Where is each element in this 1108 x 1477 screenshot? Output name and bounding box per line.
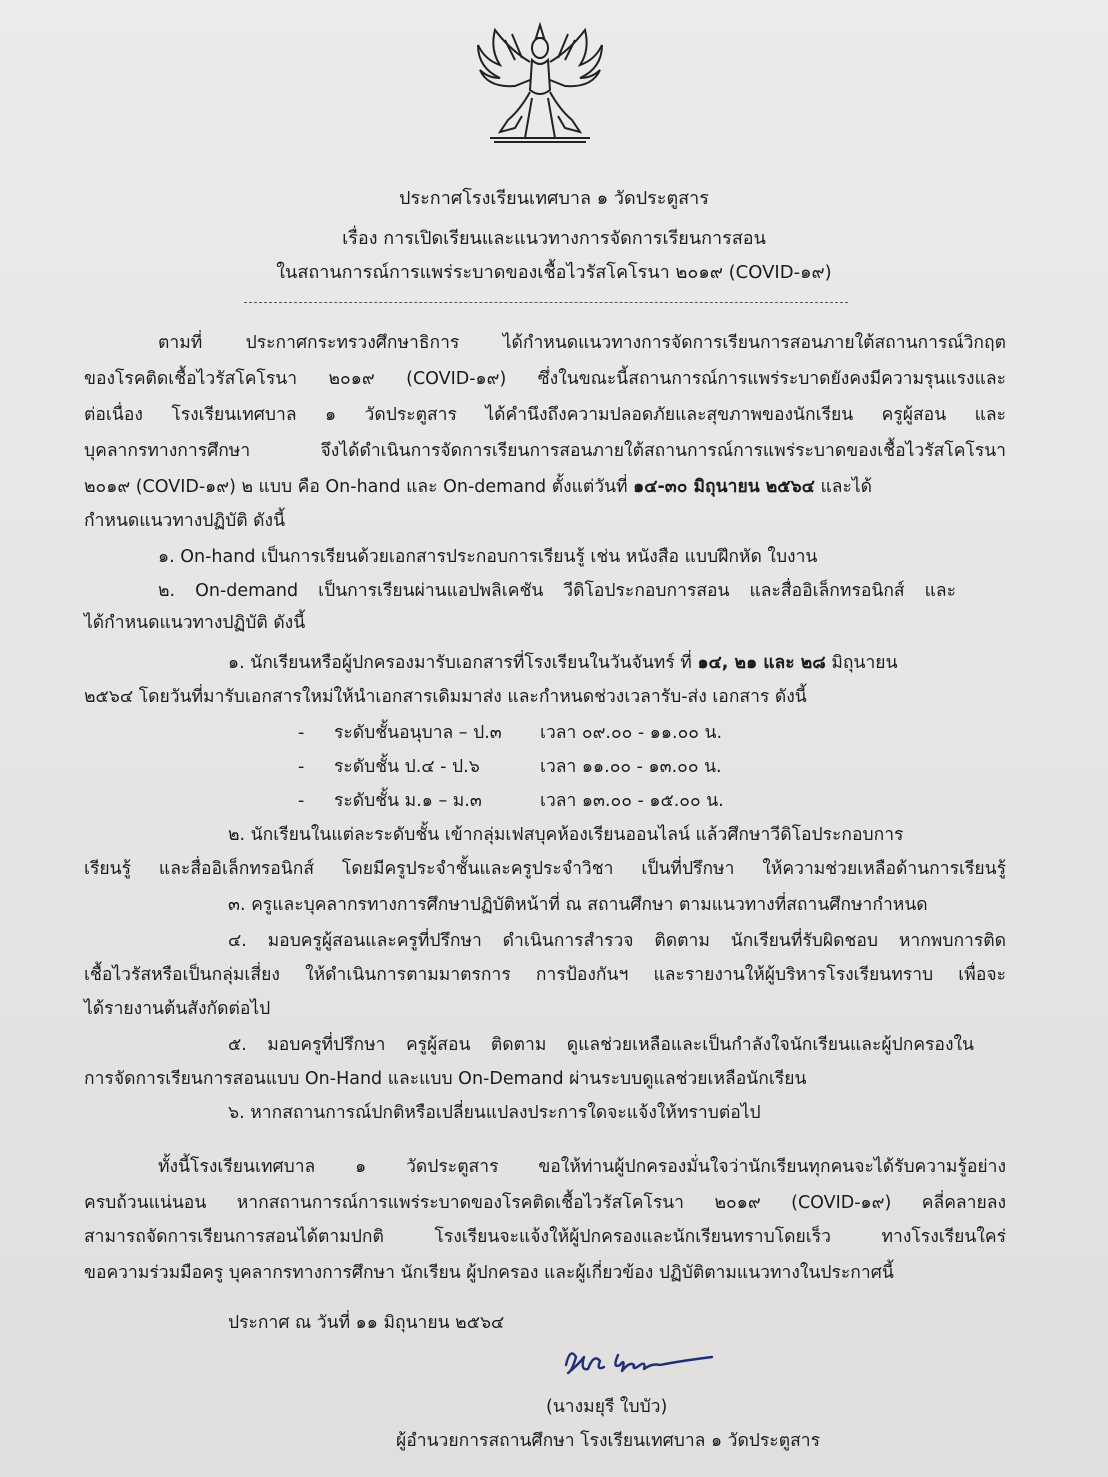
closing-line: ขอความร่วมมือครู บุคลากรทางการศึกษา นักเรียน ผู้ปกครอง และผู้เกี่ยวข้อง ปฏิบัติตามแนวทางในประกาศนี้ (84, 1263, 894, 1283)
guideline-6: ๖. หากสถานการณ์ปกติหรือเปลี่ยนแปลงประการใดจะแจ้งให้ทราบต่อไป (228, 1103, 761, 1123)
guideline-1-cont: ๒๕๖๔ โดยวันที่มารับเอกสารใหม่ให้นำเอกสารเดิมมาส่ง และกำหนดช่วงเวลารับ-ส่ง เอกสาร ดังนี้ (84, 687, 807, 707)
signatory-name: (นางมยุรี ใบบัว) (546, 1397, 668, 1417)
guideline-text: ๑. นักเรียนหรือผู้ปกครองมารับเอกสารที่โรงเรียนในวันจันทร์ ที่ (228, 653, 692, 673)
schedule-time: เวลา ๑๑.๐๐ - ๑๓.๐๐ น. (540, 757, 722, 777)
guideline-5-cont: การจัดการเรียนการสอนแบบ On-Hand และแบบ On-Demand ผ่านระบบดูแลช่วยเหลือนักเรียน (84, 1069, 807, 1089)
intro-line: ของโรคติดเชื้อไวรัสโคโรนา ๒๐๑๙ (COVID-๑๙) ซึ่งในขณะนี้สถานการณ์การแพร่ระบาดยังคงมีความรุนแรงและ (84, 369, 1006, 389)
intro-line: กำหนดแนวทางปฏิบัติ ดังนี้ (84, 511, 286, 531)
announcement-subject: เรื่อง การเปิดเรียนและแนวทางการจัดการเรียนการสอน (342, 228, 766, 249)
guideline-2: ๒. นักเรียนในแต่ละระดับชั้น เข้ากลุ่มเฟสบุคห้องเรียนออนไลน์ แล้วศึกษาวีดิโอประกอบการ (228, 825, 904, 845)
guideline-2-cont: เรียนรู้ และสื่ออิเล็กทรอนิกส์ โดยมีครูประจำชั้นและครูประจำวิชา เป็นที่ปรึกษา ให้ความช่วยเหลือด้านการเรียนรู้ (84, 859, 1006, 879)
intro-text: ๒๐๑๙ (COVID-๑๙) ๒ แบบ คือ On-hand และ On-demand ตั้งแต่วันที่ (84, 477, 628, 497)
guideline-5: ๕. มอบครูที่ปรึกษา ครูผู้สอน ติดตาม ดูแลช่วยเหลือและเป็นกำลังใจนักเรียนและผู้ปกครองใน (228, 1035, 974, 1055)
guideline-4: ๔. มอบครูผู้สอนและครูที่ปรึกษา ดำเนินการสำรวจ ติดตาม นักเรียนที่รับผิดชอบ หากพบการติด (228, 931, 1006, 951)
guideline-4-cont: ได้รายงานต้นสังกัดต่อไป (84, 999, 271, 1019)
guideline-1 (228, 646, 898, 680)
schedule-dash: - (298, 791, 305, 811)
closing-line: ครบถ้วนแน่นอน หากสถานการณ์การแพร่ระบาดของโรคติดเชื้อไวรัสโคโรนา ๒๐๑๙ (COVID-๑๙) คลี่คลายลง (84, 1193, 1006, 1213)
intro-line: ตามที่ ประกาศกระทรวงศึกษาธิการ ได้กำหนดแนวทางการจัดการเรียนการสอนภายใต้สถานการณ์วิกฤต (158, 333, 1006, 353)
schedule-time: เวลา ๑๓.๐๐ - ๑๕.๐๐ น. (540, 791, 724, 811)
closing-line: ทั้งนี้โรงเรียนเทศบาล ๑ วัดประตูสาร ขอให้ท่านผู้ปกครองมั่นใจว่านักเรียนทุกคนจะได้รับความรู้อย่าง (158, 1157, 1006, 1177)
pickup-dates: ๑๔, ๒๑ และ ๒๘ (697, 653, 826, 673)
garuda-emblem-icon (470, 20, 610, 145)
intro-line (84, 470, 1006, 504)
signature-icon (560, 1335, 720, 1385)
schedule-level: ระดับชั้นอนุบาล – ป.๓ (334, 723, 502, 743)
guideline-4-cont: เชื้อไวรัสหรือเป็นกลุ่มเสี่ยง ให้ดำเนินการตามมาตรการ การป้องกันฯ และรายงานให้ผู้บริหารโรงเรียนทราบ เพื่อจะ (84, 965, 1006, 985)
divider (244, 302, 848, 303)
closing-line: สามารถจัดการเรียนการสอนได้ตามปกติ โรงเรียนจะแจ้งให้ผู้ปกครองและนักเรียนทราบโดยเร็ว ทางโรงเรียนใคร่ (84, 1227, 1006, 1247)
schedule-dash: - (298, 723, 305, 743)
guideline-3: ๓. ครูและบุคลากรทางการศึกษาปฏิบัติหน้าที่ ณ สถานศึกษา ตามแนวทางที่สถานศึกษากำหนด (228, 895, 928, 915)
signatory-position: ผู้อำนวยการสถานศึกษา โรงเรียนเทศบาล ๑ วัดประตูสาร (396, 1431, 820, 1451)
intro-line: ต่อเนื่อง โรงเรียนเทศบาล ๑ วัดประตูสาร ได้คำนึงถึงความปลอดภัยและสุขภาพของนักเรียน ครูผู้สอน และ (84, 405, 1006, 425)
announcement-title: ประกาศโรงเรียนเทศบาล ๑ วัดประตูสาร (399, 188, 709, 209)
announcement-date: ประกาศ ณ วันที่ ๑๑ มิถุนายน ๒๕๖๔ (228, 1313, 505, 1333)
mode-on-demand: ๒. On-demand เป็นการเรียนผ่านแอปพลิเคชัน วีดิโอประกอบการสอน และสื่ออิเล็กทรอนิกส์ และ (158, 581, 956, 601)
date-range: ๑๔-๓๐ มิถุนายน ๒๕๖๔ (633, 477, 815, 497)
intro-line: บุคลากรทางการศึกษา จึงได้ดำเนินการจัดการเรียนการสอนภายใต้สถานการณ์การแพร่ระบาดของเชื้อไวรัสโคโรนา (84, 441, 1006, 461)
schedule-time: เวลา ๐๙.๐๐ - ๑๑.๐๐ น. (540, 723, 723, 743)
mode-on-hand: ๑. On-hand เป็นการเรียนด้วยเอกสารประกอบการเรียนรู้ เช่น หนังสือ แบบฝึกหัด ใบงาน (158, 547, 818, 567)
schedule-level: ระดับชั้น ม.๑ – ม.๓ (334, 791, 482, 811)
guideline-text: มิถุนายน (831, 653, 898, 673)
announcement-subject-context: ในสถานการณ์การแพร่ระบาดของเชื้อไวรัสโคโรนา ๒๐๑๙ (COVID-๑๙) (276, 262, 832, 283)
schedule-dash: - (298, 757, 305, 777)
intro-text: และได้ (820, 477, 873, 497)
mode-on-demand-cont: ได้กำหนดแนวทางปฏิบัติ ดังนี้ (84, 613, 306, 633)
schedule-level: ระดับชั้น ป.๔ - ป.๖ (334, 757, 480, 777)
